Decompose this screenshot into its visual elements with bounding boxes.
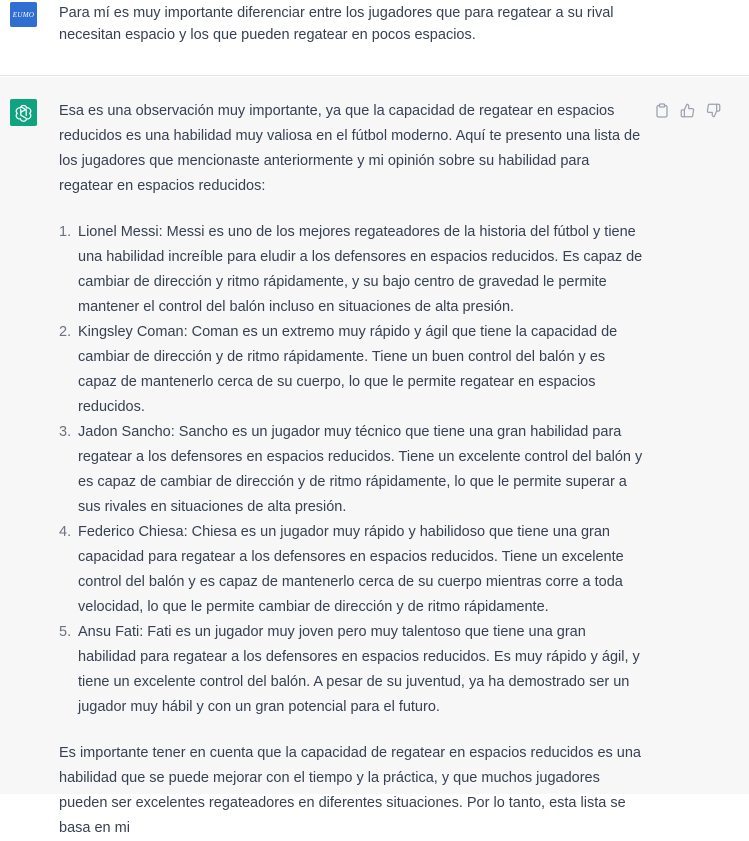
list-item-text: Ansu Fati: Fati es un jugador muy joven pero muy talentoso que tiene una gran habilidad para regatear a los defensores en espacios reducidos. Es muy rápido y ágil, y tiene un excelente control del balón. A pesar de su juventud, ya ha demostrado ser un jugador muy hábil y con un gran potencial para el futuro. [78, 624, 640, 715]
list-item [59, 520, 644, 620]
user-avatar-text: EUMO [12, 10, 35, 19]
assistant-message [0, 77, 749, 836]
list-item-text: Federico Chiesa: Chiesa es un jugador muy rápido y habilidoso que tiene una gran capacidad para regatear a los defensores en espacios reducidos. Tiene un excelente control del balón y es capaz de mantenerlo cerca de su cuerpo mientras corre a toda velocidad, lo que le permite cambiar de dirección y de ritmo rápidamente. [78, 524, 624, 615]
assistant-message-content [59, 99, 644, 841]
list-item-text: Kingsley Coman: Coman es un extremo muy rápido y ágil que tiene la capacidad de cambiar de dirección y de ritmo rápidamente. Tiene un buen control del balón y es capaz de mantenerlo cerca de su cuerpo, lo que le permite regatear en espacios reducidos. [78, 324, 618, 415]
player-list [59, 220, 644, 720]
list-item-number: 5. [59, 624, 72, 640]
thumbs-up-icon[interactable] [679, 102, 696, 119]
list-item [59, 620, 644, 720]
user-avatar [10, 2, 37, 27]
user-message-text: Para mí es muy importante diferenciar entre los jugadores que para regatear a su rival necesitan espacio y los que pueden regatear en pocos espacios. [59, 5, 614, 43]
assistant-outro-paragraph: Es importante tener en cuenta que la capacidad de regatear en espacios reducidos es una habilidad que se puede mejorar con el tiempo y la práctica, y que muchos jugadores pueden ser excelentes regateadores en diferentes situaciones. Por lo tanto, esta lista se basa en mi [59, 745, 641, 836]
message-actions [653, 102, 722, 119]
list-item [59, 320, 644, 420]
list-item [59, 420, 644, 520]
openai-logo-icon [10, 99, 37, 126]
thumbs-down-icon[interactable] [705, 102, 722, 119]
list-item-text: Jadon Sancho: Sancho es un jugador muy técnico que tiene una gran habilidad para regatear a los defensores en espacios reducidos. Tiene un excelente control del balón y es capaz de cambiar de dirección y de ritmo rápidamente, lo que le permite superar a sus rivales en situaciones de alta presión. [78, 424, 643, 515]
assistant-intro-paragraph: Esa es una observación muy importante, ya que la capacidad de regatear en espacios reducidos es una habilidad muy valiosa en el fútbol moderno. Aquí te presento una lista de los jugadores que mencionaste anteriormente y mi opinión sobre su habilidad para regatear en espacios reducidos: [59, 103, 641, 194]
list-item-text: Lionel Messi: Messi es uno de los mejores regateadores de la historia del fútbol y tiene una habilidad increíble para eludir a los defensores en espacios reducidos. Es capaz de cambiar de dirección y ritmo rápidamente, y su bajo centro de gravedad le permite mantener el control del balón incluso en situaciones de alta presión. [78, 224, 643, 315]
list-item-number: 1. [59, 224, 72, 240]
list-item-number: 2. [59, 324, 72, 340]
list-item-number: 4. [59, 524, 72, 540]
list-item [59, 220, 644, 320]
list-item-number: 3. [59, 424, 72, 440]
user-message [0, 0, 749, 76]
clipboard-icon[interactable] [653, 102, 670, 119]
